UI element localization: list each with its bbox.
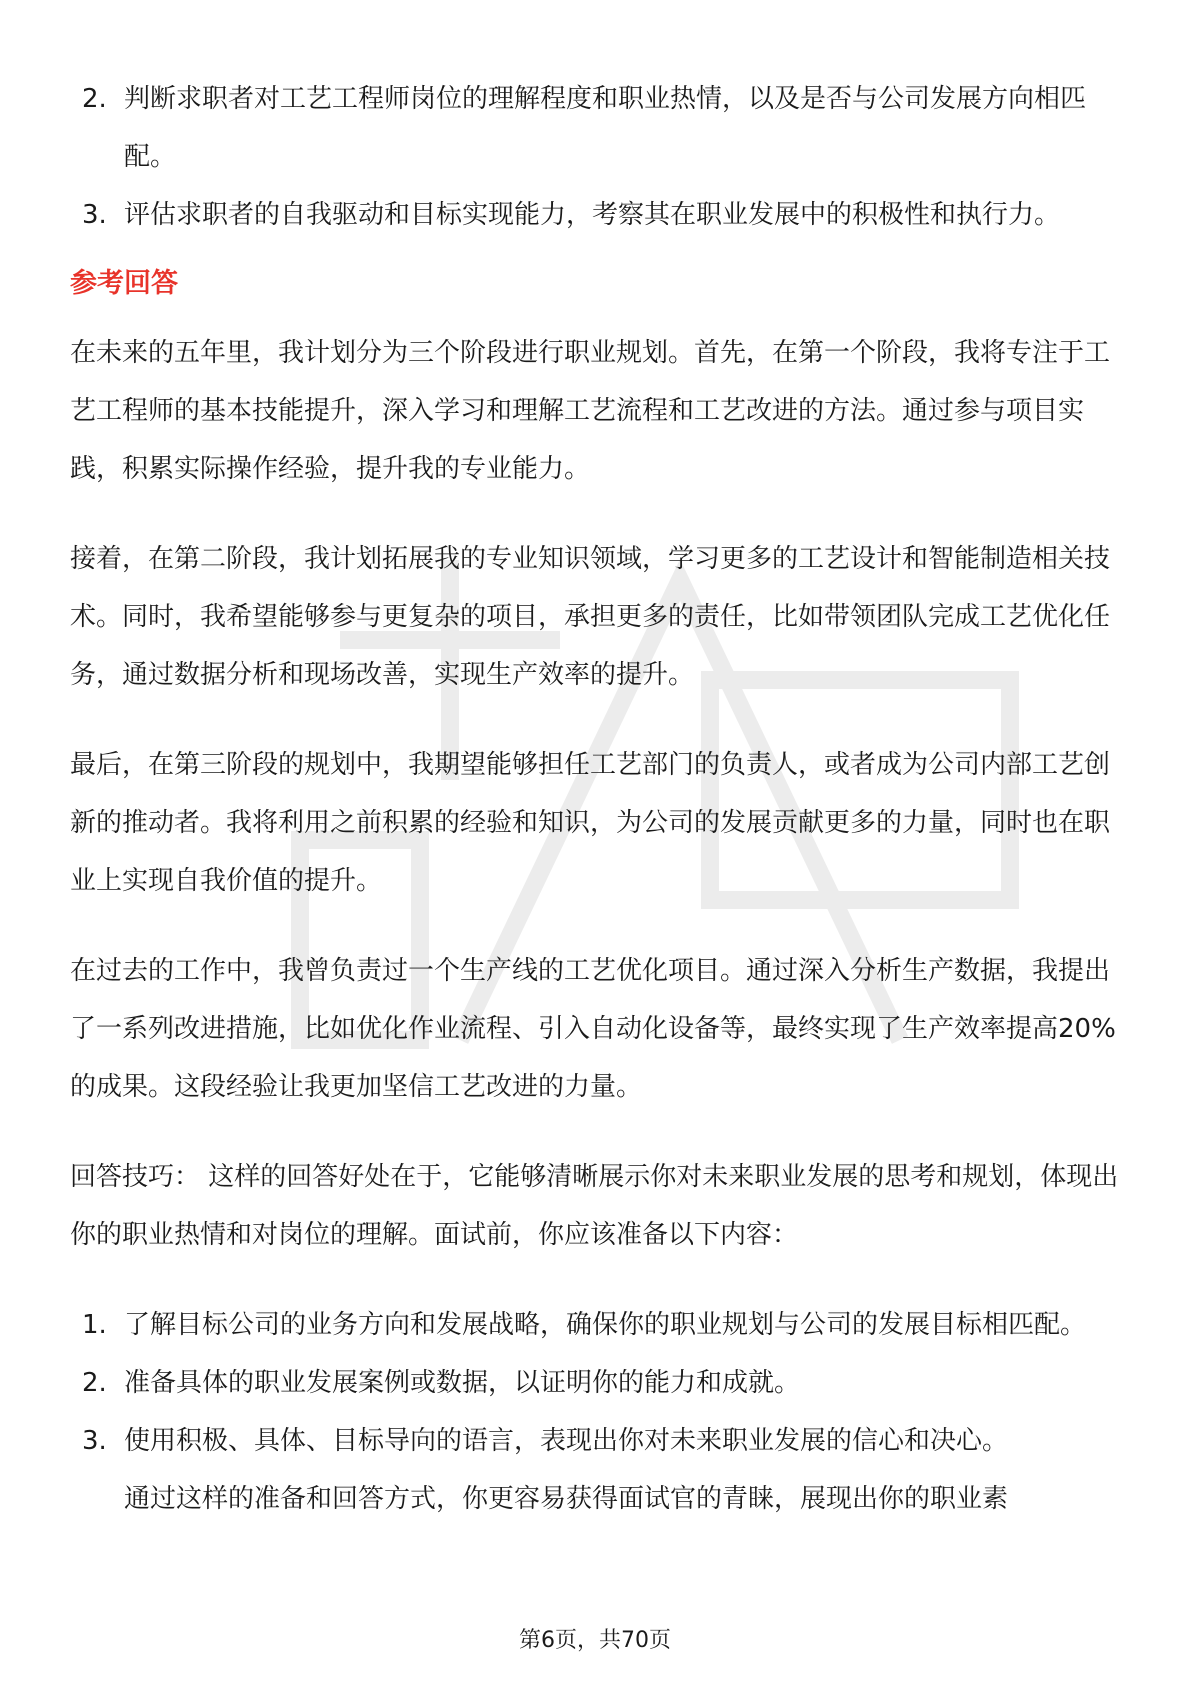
list-text: 准备具体的职业发展案例或数据，以证明你的能力和成就。 [124,1368,801,1398]
paragraph: 接着，在第二阶段，我计划拓展我的专业知识领域，学习更多的工艺设计和智能制造相关技术。同时，我希望能够参与更复杂的项目，承担更多的责任，比如带领团队完成工艺优化任务，通过数据分析和现场改善，实现生产效率的提升。 [70,544,1111,690]
paragraph: 在未来的五年里，我计划分为三个阶段进行职业规划。首先，在第一个阶段，我将专注于工艺工程师的基本技能提升，深入学习和理解工艺流程和工艺改进的方法。通过参与项目实践，积累实际操作经验，提升我的专业能力。 [70,338,1111,484]
list-text: 评估求职者的自我驱动和目标实现能力，考察其在职业发展中的积极性和执行力。 [124,200,1061,230]
list-item [70,1412,1120,1470]
page-content [70,70,1120,1528]
list-text: 了解目标公司的业务方向和发展战略，确保你的职业规划与公司的发展目标相匹配。 [124,1310,1087,1340]
tips-list [70,1296,1120,1470]
list-number: 1. [82,1310,107,1340]
tips-intro: 回答技巧： 这样的回答好处在于，它能够清晰展示你对未来职业发展的思考和规划，体现出你的职业热情和对岗位的理解。面试前，你应该准备以下内容： [70,1162,1119,1250]
list-number: 2. [82,1368,107,1398]
page-footer: 第6页，共70页 [519,1628,671,1653]
section-title: 参考回答 [70,268,178,299]
intro-list [70,70,1120,244]
list-text: 使用积极、具体、目标导向的语言，表现出你对未来职业发展的信心和决心。 [124,1426,1009,1456]
list-number: 3. [82,1426,107,1456]
list-item [70,70,1120,186]
paragraph: 最后，在第三阶段的规划中，我期望能够担任工艺部门的负责人，或者成为公司内部工艺创新的推动者。我将利用之前积累的经验和知识，为公司的发展贡献更多的力量，同时也在职业上实现自我价值的提升。 [70,750,1111,896]
list-number: 2. [82,84,107,114]
paragraph: 在过去的工作中，我曾负责过一个生产线的工艺优化项目。通过深入分析生产数据，我提出了一系列改进措施，比如优化作业流程、引入自动化设备等，最终实现了生产效率提高20%的成果。这段经验让我更加坚信工艺改进的力量。 [70,956,1116,1102]
list-text: 判断求职者对工艺工程师岗位的理解程度和职业热情，以及是否与公司发展方向相匹配。 [124,84,1087,172]
list-item [70,186,1120,244]
list-item [70,1296,1120,1354]
list-number: 3. [82,200,107,230]
tips-continuation: 通过这样的准备和回答方式，你更容易获得面试官的青睐，展现出你的职业素 [124,1484,1009,1514]
list-item [70,1354,1120,1412]
